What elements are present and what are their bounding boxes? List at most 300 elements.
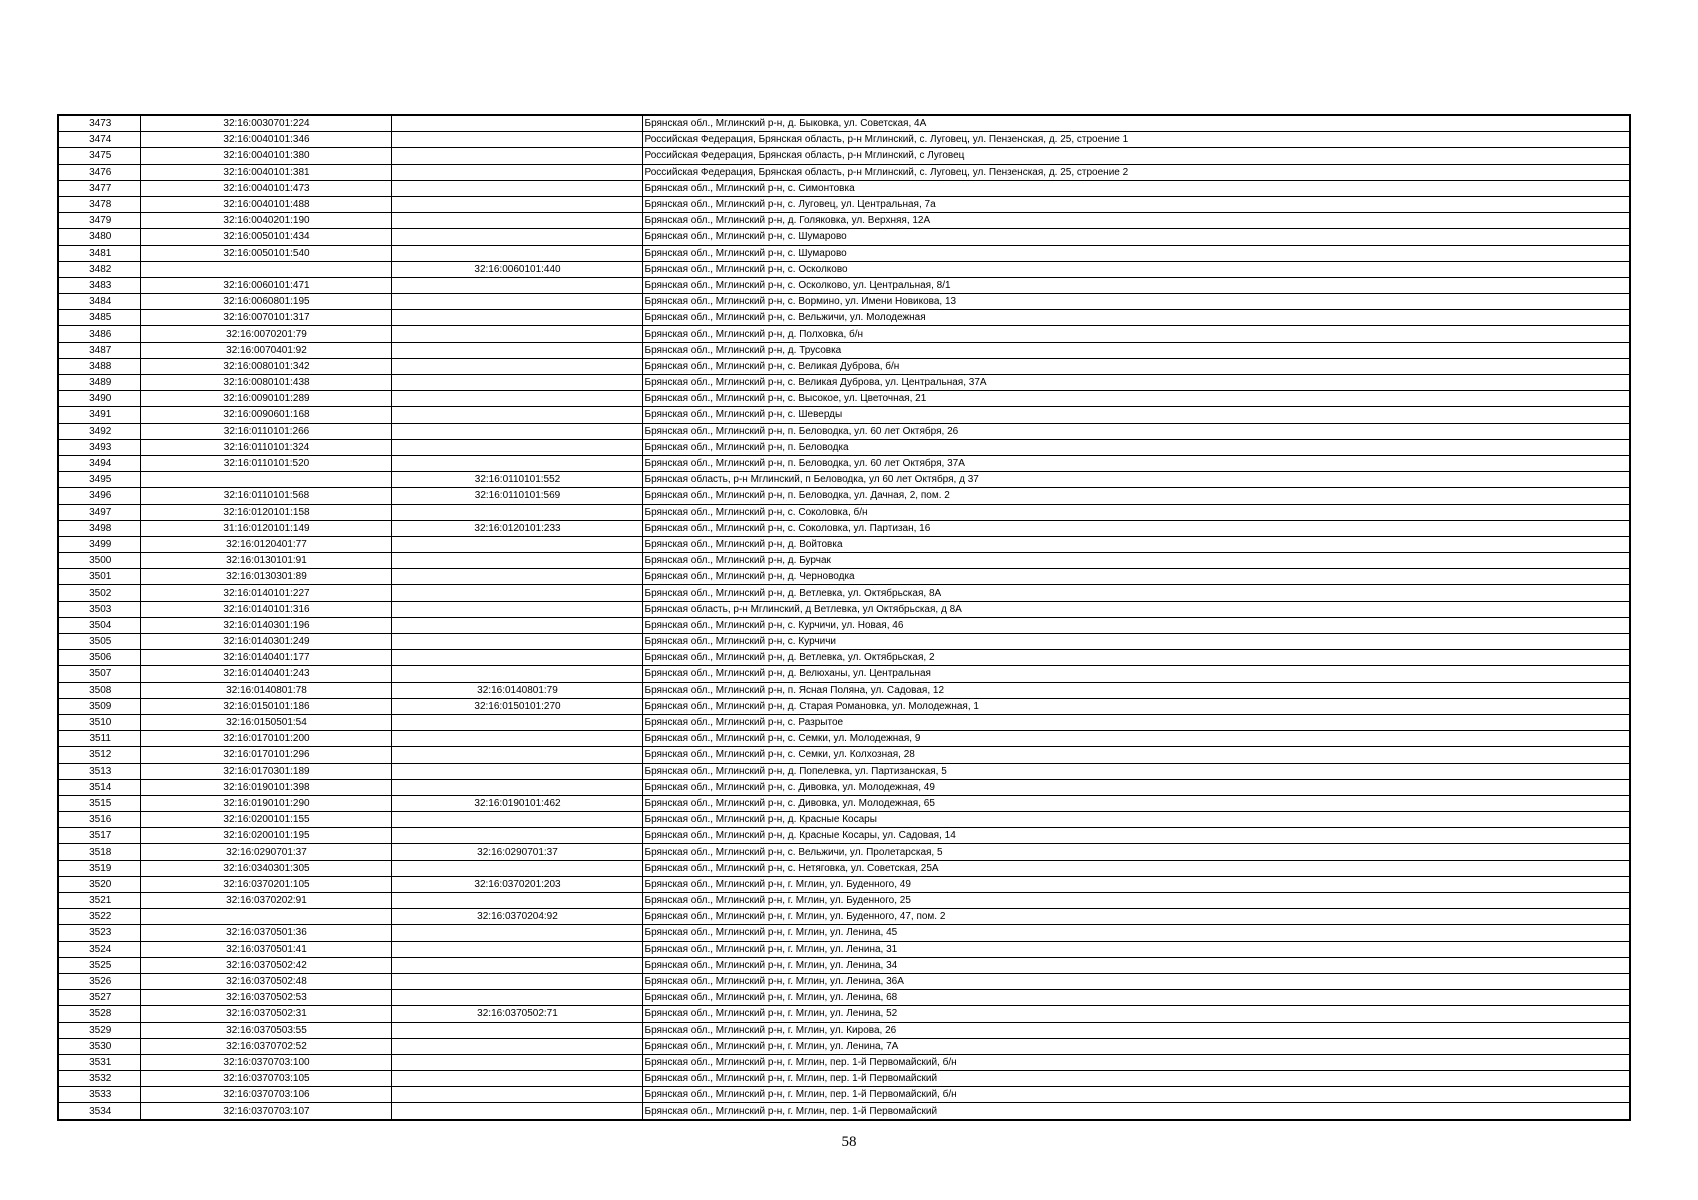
address-cell: Брянская обл., Мглинский р-н, с. Осколково, ул. Центральная, 8/1 (642, 277, 1630, 293)
related-cadastral-number-cell (391, 229, 642, 245)
row-number-cell: 3501 (58, 569, 140, 585)
row-number-cell: 3524 (58, 941, 140, 957)
table-row (58, 229, 1630, 245)
related-cadastral-number-cell (391, 455, 642, 471)
address-cell: Брянская обл., Мглинский р-н, п. Беловодка, ул. Дачная, 2, пом. 2 (642, 488, 1630, 504)
cadastral-number-cell: 32:16:0140401:243 (140, 666, 391, 682)
cadastral-number-cell: 32:16:0370501:36 (140, 925, 391, 941)
related-cadastral-number-cell (391, 1071, 642, 1087)
row-number-cell: 3488 (58, 358, 140, 374)
table-row (58, 941, 1630, 957)
row-number-cell: 3499 (58, 536, 140, 552)
related-cadastral-number-cell (391, 812, 642, 828)
row-number-cell: 3500 (58, 553, 140, 569)
row-number-cell: 3509 (58, 698, 140, 714)
row-number-cell: 3478 (58, 196, 140, 212)
cadastral-number-cell: 32:16:0110101:520 (140, 455, 391, 471)
document-sheet (57, 114, 1629, 1121)
cadastral-number-cell: 32:16:0140401:177 (140, 650, 391, 666)
related-cadastral-number-cell: 32:16:0370502:71 (391, 1006, 642, 1022)
row-number-cell: 3526 (58, 973, 140, 989)
related-cadastral-number-cell (391, 731, 642, 747)
cadastral-number-cell: 32:16:0370202:91 (140, 893, 391, 909)
table-row (58, 617, 1630, 633)
address-cell: Брянская обл., Мглинский р-н, г. Мглин, ул. Буденного, 25 (642, 893, 1630, 909)
related-cadastral-number-cell (391, 973, 642, 989)
cadastral-number-cell: 32:16:0150101:186 (140, 698, 391, 714)
table-row (58, 763, 1630, 779)
table-row (58, 1054, 1630, 1070)
address-cell: Брянская обл., Мглинский р-н, с. Шумарово (642, 245, 1630, 261)
related-cadastral-number-cell: 32:16:0060101:440 (391, 261, 642, 277)
cadastral-number-cell: 32:16:0120101:158 (140, 504, 391, 520)
cadastral-number-cell: 32:16:0090101:289 (140, 391, 391, 407)
related-cadastral-number-cell (391, 828, 642, 844)
table-row (58, 326, 1630, 342)
row-number-cell: 3514 (58, 779, 140, 795)
table-row (58, 585, 1630, 601)
row-number-cell: 3529 (58, 1022, 140, 1038)
row-number-cell: 3519 (58, 860, 140, 876)
cadastral-number-cell: 32:16:0370502:53 (140, 990, 391, 1006)
address-cell: Брянская обл., Мглинский р-н, д. Ветлевка, ул. Октябрьская, 2 (642, 650, 1630, 666)
table-row (58, 180, 1630, 196)
address-cell: Брянская обл., Мглинский р-н, с. Разрытое (642, 714, 1630, 730)
cadastral-number-cell: 32:16:0110101:266 (140, 423, 391, 439)
address-cell: Брянская обл., Мглинский р-н, с. Курчичи (642, 634, 1630, 650)
address-cell: Брянская обл., Мглинский р-н, с. Дивовка, ул. Молодежная, 65 (642, 795, 1630, 811)
row-number-cell: 3484 (58, 294, 140, 310)
row-number-cell: 3521 (58, 893, 140, 909)
cadastral-number-cell: 32:16:0200101:155 (140, 812, 391, 828)
related-cadastral-number-cell (391, 423, 642, 439)
table-row (58, 569, 1630, 585)
related-cadastral-number-cell (391, 180, 642, 196)
cadastral-number-cell: 32:16:0290701:37 (140, 844, 391, 860)
row-number-cell: 3518 (58, 844, 140, 860)
row-number-cell: 3498 (58, 520, 140, 536)
table-row (58, 650, 1630, 666)
cadastral-number-cell (140, 909, 391, 925)
table-row (58, 682, 1630, 698)
related-cadastral-number-cell (391, 617, 642, 633)
row-number-cell: 3494 (58, 455, 140, 471)
address-cell: Брянская обл., Мглинский р-н, с. Соколовка, ул. Партизан, 16 (642, 520, 1630, 536)
related-cadastral-number-cell (391, 714, 642, 730)
address-cell: Брянская обл., Мглинский р-н, г. Мглин, ул. Кирова, 26 (642, 1022, 1630, 1038)
related-cadastral-number-cell: 32:16:0110101:569 (391, 488, 642, 504)
related-cadastral-number-cell (391, 148, 642, 164)
row-number-cell: 3486 (58, 326, 140, 342)
cadastral-number-cell: 32:16:0040101:488 (140, 196, 391, 212)
address-cell: Брянская обл., Мглинский р-н, с. Шумарово (642, 229, 1630, 245)
row-number-cell: 3491 (58, 407, 140, 423)
row-number-cell: 3511 (58, 731, 140, 747)
row-number-cell: 3530 (58, 1038, 140, 1054)
related-cadastral-number-cell (391, 115, 642, 132)
table-body (58, 115, 1630, 1120)
related-cadastral-number-cell: 32:16:0140801:79 (391, 682, 642, 698)
table-row (58, 536, 1630, 552)
related-cadastral-number-cell (391, 132, 642, 148)
cadastral-number-cell: 32:16:0080101:342 (140, 358, 391, 374)
table-row (58, 1087, 1630, 1103)
address-cell: Брянская обл., Мглинский р-н, п. Беловодка, ул. 60 лет Октября, 26 (642, 423, 1630, 439)
cadastral-number-cell: 32:16:0140301:196 (140, 617, 391, 633)
table-row (58, 925, 1630, 941)
related-cadastral-number-cell (391, 1054, 642, 1070)
address-cell: Брянская область, р-н Мглинский, д Ветлевка, ул Октябрьская, д 8А (642, 601, 1630, 617)
related-cadastral-number-cell (391, 536, 642, 552)
cadastral-number-cell: 32:16:0170101:200 (140, 731, 391, 747)
table-row (58, 553, 1630, 569)
related-cadastral-number-cell (391, 1087, 642, 1103)
related-cadastral-number-cell (391, 245, 642, 261)
row-number-cell: 3513 (58, 763, 140, 779)
cadastral-number-cell: 32:16:0370703:100 (140, 1054, 391, 1070)
cadastral-number-cell: 32:16:0170301:189 (140, 763, 391, 779)
related-cadastral-number-cell (391, 407, 642, 423)
related-cadastral-number-cell (391, 893, 642, 909)
row-number-cell: 3520 (58, 876, 140, 892)
table-row (58, 520, 1630, 536)
cadastral-number-cell: 32:16:0110101:568 (140, 488, 391, 504)
row-number-cell: 3503 (58, 601, 140, 617)
row-number-cell: 3502 (58, 585, 140, 601)
cadastral-number-cell (140, 472, 391, 488)
cadastral-number-cell: 31:16:0120101:149 (140, 520, 391, 536)
table-row (58, 1006, 1630, 1022)
related-cadastral-number-cell (391, 666, 642, 682)
row-number-cell: 3533 (58, 1087, 140, 1103)
cadastral-number-cell: 32:16:0080101:438 (140, 375, 391, 391)
row-number-cell: 3496 (58, 488, 140, 504)
cadastral-number-cell: 32:16:0040101:346 (140, 132, 391, 148)
table-row (58, 375, 1630, 391)
row-number-cell: 3473 (58, 115, 140, 132)
row-number-cell: 3485 (58, 310, 140, 326)
cadastral-number-cell: 32:16:0370502:31 (140, 1006, 391, 1022)
table-row (58, 439, 1630, 455)
related-cadastral-number-cell (391, 1022, 642, 1038)
cadastral-number-cell: 32:16:0060101:471 (140, 277, 391, 293)
related-cadastral-number-cell (391, 439, 642, 455)
cadastral-number-cell: 32:16:0140301:249 (140, 634, 391, 650)
address-cell: Российская Федерация, Брянская область, р-н Мглинский, с. Луговец, ул. Пензенская, д. 25, строение 2 (642, 164, 1630, 180)
related-cadastral-number-cell (391, 601, 642, 617)
cadastral-number-cell: 32:16:0070201:79 (140, 326, 391, 342)
cadastral-number-cell: 32:16:0090601:168 (140, 407, 391, 423)
address-cell: Брянская обл., Мглинский р-н, с. Симонтовка (642, 180, 1630, 196)
address-cell: Брянская обл., Мглинский р-н, д. Бурчак (642, 553, 1630, 569)
table-row (58, 747, 1630, 763)
related-cadastral-number-cell (391, 650, 642, 666)
address-cell: Брянская обл., Мглинский р-н, д. Трусовка (642, 342, 1630, 358)
row-number-cell: 3527 (58, 990, 140, 1006)
related-cadastral-number-cell (391, 375, 642, 391)
related-cadastral-number-cell (391, 342, 642, 358)
related-cadastral-number-cell (391, 634, 642, 650)
cadastral-number-cell: 32:16:0140101:227 (140, 585, 391, 601)
address-cell: Брянская обл., Мглинский р-н, с. Великая Дуброва, б/н (642, 358, 1630, 374)
row-number-cell: 3508 (58, 682, 140, 698)
related-cadastral-number-cell (391, 1038, 642, 1054)
row-number-cell: 3474 (58, 132, 140, 148)
table-row (58, 164, 1630, 180)
row-number-cell: 3476 (58, 164, 140, 180)
table-row (58, 455, 1630, 471)
address-cell: Брянская обл., Мглинский р-н, д. Ветлевка, ул. Октябрьская, 8А (642, 585, 1630, 601)
address-cell: Брянская обл., Мглинский р-н, с. Курчичи, ул. Новая, 46 (642, 617, 1630, 633)
related-cadastral-number-cell (391, 925, 642, 941)
address-cell: Брянская обл., Мглинский р-н, с. Нетяговка, ул. Советская, 25А (642, 860, 1630, 876)
related-cadastral-number-cell (391, 1103, 642, 1120)
row-number-cell: 3528 (58, 1006, 140, 1022)
row-number-cell: 3531 (58, 1054, 140, 1070)
cadastral-number-cell: 32:16:0030701:224 (140, 115, 391, 132)
row-number-cell: 3534 (58, 1103, 140, 1120)
related-cadastral-number-cell (391, 277, 642, 293)
related-cadastral-number-cell (391, 779, 642, 795)
page-number: 58 (841, 1134, 857, 1150)
related-cadastral-number-cell (391, 553, 642, 569)
cadastral-number-cell: 32:16:0340301:305 (140, 860, 391, 876)
cadastral-number-cell: 32:16:0190101:398 (140, 779, 391, 795)
address-cell: Брянская обл., Мглинский р-н, д. Красные Косары, ул. Садовая, 14 (642, 828, 1630, 844)
table-row (58, 1103, 1630, 1120)
table-row (58, 115, 1630, 132)
address-cell: Брянская обл., Мглинский р-н, г. Мглин, пер. 1-й Первомайский (642, 1071, 1630, 1087)
row-number-cell: 3483 (58, 277, 140, 293)
address-cell: Брянская обл., Мглинский р-н, с. Великая Дуброва, ул. Центральная, 37А (642, 375, 1630, 391)
table-row (58, 196, 1630, 212)
table-row (58, 844, 1630, 860)
table-row (58, 358, 1630, 374)
address-cell: Брянская обл., Мглинский р-н, г. Мглин, ул. Ленина, 36А (642, 973, 1630, 989)
row-number-cell: 3517 (58, 828, 140, 844)
related-cadastral-number-cell (391, 504, 642, 520)
address-cell: Брянская обл., Мглинский р-н, с. Семки, ул. Колхозная, 28 (642, 747, 1630, 763)
address-cell: Брянская обл., Мглинский р-н, г. Мглин, пер. 1-й Первомайский, б/н (642, 1087, 1630, 1103)
cadastral-number-cell: 32:16:0370503:55 (140, 1022, 391, 1038)
cadastral-number-cell: 32:16:0130101:91 (140, 553, 391, 569)
cadastral-number-cell: 32:16:0050101:434 (140, 229, 391, 245)
table-row (58, 148, 1630, 164)
table-row (58, 342, 1630, 358)
table-row (58, 779, 1630, 795)
table-row (58, 698, 1630, 714)
row-number-cell: 3475 (58, 148, 140, 164)
table-row (58, 1038, 1630, 1054)
address-cell: Брянская обл., Мглинский р-н, д. Голяковка, ул. Верхняя, 12А (642, 213, 1630, 229)
address-cell: Брянская обл., Мглинский р-н, г. Мглин, ул. Буденного, 49 (642, 876, 1630, 892)
table-row (58, 391, 1630, 407)
cadastral-number-cell: 32:16:0140801:78 (140, 682, 391, 698)
table-row (58, 294, 1630, 310)
address-cell: Брянская обл., Мглинский р-н, г. Мглин, пер. 1-й Первомайский, б/н (642, 1054, 1630, 1070)
table-row (58, 601, 1630, 617)
row-number-cell: 3510 (58, 714, 140, 730)
address-cell: Брянская обл., Мглинский р-н, г. Мглин, ул. Ленина, 34 (642, 957, 1630, 973)
address-cell: Брянская обл., Мглинский р-н, д. Красные Косары (642, 812, 1630, 828)
cadastral-number-cell: 32:16:0190101:290 (140, 795, 391, 811)
row-number-cell: 3479 (58, 213, 140, 229)
related-cadastral-number-cell (391, 310, 642, 326)
row-number-cell: 3481 (58, 245, 140, 261)
row-number-cell: 3507 (58, 666, 140, 682)
table-row (58, 828, 1630, 844)
table-row (58, 795, 1630, 811)
cadastral-number-cell: 32:16:0060801:195 (140, 294, 391, 310)
address-cell: Брянская обл., Мглинский р-н, г. Мглин, пер. 1-й Первомайский (642, 1103, 1630, 1120)
related-cadastral-number-cell (391, 358, 642, 374)
cadastral-number-cell: 32:16:0140101:316 (140, 601, 391, 617)
address-cell: Брянская область, р-н Мглинский, п Беловодка, ул 60 лет Октября, д 37 (642, 472, 1630, 488)
address-cell: Брянская обл., Мглинский р-н, д. Войтовка (642, 536, 1630, 552)
table-row (58, 245, 1630, 261)
cadastral-number-cell: 32:16:0370501:41 (140, 941, 391, 957)
related-cadastral-number-cell (391, 391, 642, 407)
row-number-cell: 3515 (58, 795, 140, 811)
cadastral-number-cell: 32:16:0370702:52 (140, 1038, 391, 1054)
related-cadastral-number-cell: 32:16:0370204:92 (391, 909, 642, 925)
row-number-cell: 3480 (58, 229, 140, 245)
cadastral-number-cell: 32:16:0120401:77 (140, 536, 391, 552)
related-cadastral-number-cell (391, 569, 642, 585)
address-cell: Российская Федерация, Брянская область, р-н Мглинский, с Луговец (642, 148, 1630, 164)
cadastral-number-cell: 32:16:0040101:380 (140, 148, 391, 164)
row-number-cell: 3482 (58, 261, 140, 277)
address-cell: Брянская обл., Мглинский р-н, д. Велюханы, ул. Центральная (642, 666, 1630, 682)
related-cadastral-number-cell: 32:16:0110101:552 (391, 472, 642, 488)
address-cell: Брянская обл., Мглинский р-н, с. Шеверды (642, 407, 1630, 423)
row-number-cell: 3512 (58, 747, 140, 763)
address-cell: Брянская обл., Мглинский р-н, с. Высокое, ул. Цветочная, 21 (642, 391, 1630, 407)
related-cadastral-number-cell: 32:16:0150101:270 (391, 698, 642, 714)
related-cadastral-number-cell (391, 957, 642, 973)
related-cadastral-number-cell (391, 213, 642, 229)
address-cell: Брянская обл., Мглинский р-н, г. Мглин, ул. Ленина, 7А (642, 1038, 1630, 1054)
cadastral-number-cell: 32:16:0150501:54 (140, 714, 391, 730)
table-row (58, 666, 1630, 682)
related-cadastral-number-cell (391, 585, 642, 601)
row-number-cell: 3504 (58, 617, 140, 633)
cadastral-number-cell: 32:16:0370703:106 (140, 1087, 391, 1103)
row-number-cell: 3506 (58, 650, 140, 666)
related-cadastral-number-cell (391, 326, 642, 342)
related-cadastral-number-cell: 32:16:0370201:203 (391, 876, 642, 892)
address-cell: Брянская обл., Мглинский р-н, г. Мглин, ул. Ленина, 52 (642, 1006, 1630, 1022)
cadastral-number-cell: 32:16:0070101:317 (140, 310, 391, 326)
table-row (58, 634, 1630, 650)
address-cell: Брянская обл., Мглинский р-н, п. Ясная Поляна, ул. Садовая, 12 (642, 682, 1630, 698)
address-cell: Брянская обл., Мглинский р-н, д. Быковка, ул. Советская, 4А (642, 115, 1630, 132)
cadastral-number-cell: 32:16:0370502:48 (140, 973, 391, 989)
address-cell: Брянская обл., Мглинский р-н, г. Мглин, ул. Ленина, 31 (642, 941, 1630, 957)
cadastral-number-cell: 32:16:0130301:89 (140, 569, 391, 585)
cadastral-number-cell: 32:16:0070401:92 (140, 342, 391, 358)
table-row (58, 488, 1630, 504)
related-cadastral-number-cell (391, 941, 642, 957)
related-cadastral-number-cell: 32:16:0120101:233 (391, 520, 642, 536)
cadastral-number-cell: 32:16:0110101:324 (140, 439, 391, 455)
related-cadastral-number-cell (391, 164, 642, 180)
related-cadastral-number-cell (391, 763, 642, 779)
address-cell: Брянская обл., Мглинский р-н, с. Соколовка, б/н (642, 504, 1630, 520)
address-cell: Российская Федерация, Брянская область, р-н Мглинский, с. Луговец, ул. Пензенская, д. 25, строение 1 (642, 132, 1630, 148)
address-cell: Брянская обл., Мглинский р-н, с. Семки, ул. Молодежная, 9 (642, 731, 1630, 747)
address-cell: Брянская обл., Мглинский р-н, с. Вельжичи, ул. Молодежная (642, 310, 1630, 326)
address-cell: Брянская обл., Мглинский р-н, г. Мглин, ул. Ленина, 45 (642, 925, 1630, 941)
table-row (58, 893, 1630, 909)
related-cadastral-number-cell: 32:16:0290701:37 (391, 844, 642, 860)
property-register-table (57, 114, 1631, 1121)
address-cell: Брянская обл., Мглинский р-н, п. Беловодка (642, 439, 1630, 455)
row-number-cell: 3525 (58, 957, 140, 973)
row-number-cell: 3487 (58, 342, 140, 358)
table-row (58, 277, 1630, 293)
cadastral-number-cell: 32:16:0170101:296 (140, 747, 391, 763)
table-row (58, 860, 1630, 876)
row-number-cell: 3493 (58, 439, 140, 455)
cadastral-number-cell: 32:16:0040201:190 (140, 213, 391, 229)
cadastral-number-cell: 32:16:0040101:473 (140, 180, 391, 196)
related-cadastral-number-cell (391, 747, 642, 763)
address-cell: Брянская обл., Мглинский р-н, д. Черноводка (642, 569, 1630, 585)
row-number-cell: 3532 (58, 1071, 140, 1087)
row-number-cell: 3522 (58, 909, 140, 925)
table-row (58, 132, 1630, 148)
address-cell: Брянская обл., Мглинский р-н, д. Старая Романовка, ул. Молодежная, 1 (642, 698, 1630, 714)
address-cell: Брянская обл., Мглинский р-н, с. Луговец, ул. Центральная, 7а (642, 196, 1630, 212)
table-row (58, 973, 1630, 989)
cadastral-number-cell: 32:16:0200101:195 (140, 828, 391, 844)
row-number-cell: 3489 (58, 375, 140, 391)
address-cell: Брянская обл., Мглинский р-н, г. Мглин, ул. Буденного, 47, пом. 2 (642, 909, 1630, 925)
table-row (58, 472, 1630, 488)
address-cell: Брянская обл., Мглинский р-н, с. Осколково (642, 261, 1630, 277)
table-row (58, 812, 1630, 828)
table-row (58, 909, 1630, 925)
address-cell: Брянская обл., Мглинский р-н, г. Мглин, ул. Ленина, 68 (642, 990, 1630, 1006)
row-number-cell: 3497 (58, 504, 140, 520)
table-row (58, 1022, 1630, 1038)
cadastral-number-cell: 32:16:0370703:107 (140, 1103, 391, 1120)
table-row (58, 310, 1630, 326)
cadastral-number-cell (140, 261, 391, 277)
row-number-cell: 3523 (58, 925, 140, 941)
table-row (58, 213, 1630, 229)
row-number-cell: 3516 (58, 812, 140, 828)
address-cell: Брянская обл., Мглинский р-н, с. Дивовка, ул. Молодежная, 49 (642, 779, 1630, 795)
row-number-cell: 3477 (58, 180, 140, 196)
related-cadastral-number-cell (391, 860, 642, 876)
address-cell: Брянская обл., Мглинский р-н, с. Вельжичи, ул. Пролетарская, 5 (642, 844, 1630, 860)
table-row (58, 407, 1630, 423)
cadastral-number-cell: 32:16:0370201:105 (140, 876, 391, 892)
row-number-cell: 3490 (58, 391, 140, 407)
cadastral-number-cell: 32:16:0370502:42 (140, 957, 391, 973)
row-number-cell: 3505 (58, 634, 140, 650)
table-row (58, 990, 1630, 1006)
cadastral-number-cell: 32:16:0370703:105 (140, 1071, 391, 1087)
address-cell: Брянская обл., Мглинский р-н, п. Беловодка, ул. 60 лет Октября, 37А (642, 455, 1630, 471)
cadastral-number-cell: 32:16:0040101:381 (140, 164, 391, 180)
table-row (58, 1071, 1630, 1087)
table-row (58, 731, 1630, 747)
related-cadastral-number-cell (391, 196, 642, 212)
address-cell: Брянская обл., Мглинский р-н, д. Попелевка, ул. Партизанская, 5 (642, 763, 1630, 779)
